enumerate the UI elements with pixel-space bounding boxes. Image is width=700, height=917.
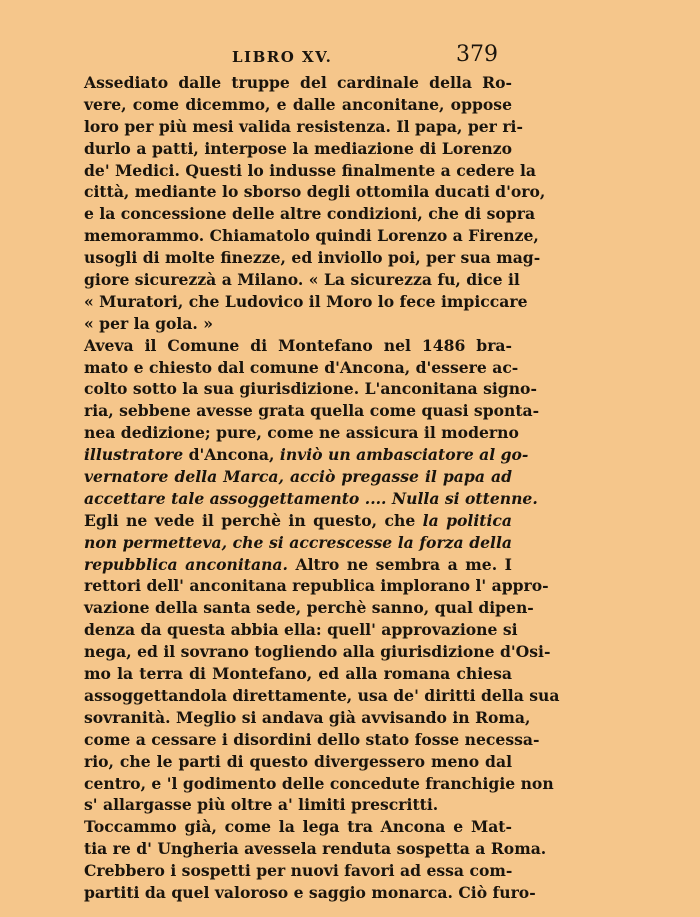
text-line: mato e chiesto dal comune d'Ancona, d'essere ac- xyxy=(84,357,519,377)
page-number: 379 xyxy=(456,42,498,67)
text-line: vazione della santa sede, perchè sanno, qual dipen- xyxy=(84,598,534,618)
text-line: nega, ed il sovrano togliendo alla giurisdizione d'Osi- xyxy=(84,642,551,662)
text-line: usogli di molte finezze, ed inviollo poi, per sua mag- xyxy=(84,248,541,268)
italic-text: vernatore della Marca, acciò pregasse il papa ad xyxy=(84,467,512,487)
roman-text: Egli ne vede il perchè in questo, che xyxy=(84,510,423,530)
italic-text: illustratore xyxy=(84,445,184,465)
text-line: giore sicurezzà a Milano. « La sicurezza fu, dice il xyxy=(84,270,520,290)
text-line: rettori dell' anconitana republica implorano l' appro- xyxy=(84,576,549,596)
text-line: Aveva il Comune di Montefano nel 1486 bra- xyxy=(84,335,512,355)
text-line: centro, e 'l godimento delle concedute franchigie non xyxy=(84,773,554,793)
text-line: loro per più mesi valida resistenza. Il papa, per ri- xyxy=(84,116,523,136)
text-line: vere, come dicemmo, e dalle anconitane, oppose xyxy=(84,94,512,114)
text-line: partiti da quel valoroso e saggio monarca. Ciò furo- xyxy=(84,882,536,902)
text-line: de' Medici. Questi lo indusse finalmente a cedere la xyxy=(84,160,537,180)
text-line: sovranità. Meglio si andava già avvisando in Roma, xyxy=(84,707,531,727)
text-line: s' allargasse più oltre a' limiti prescritti. xyxy=(84,795,439,815)
text-line: nea dedizione; pure, come ne assicura il moderno xyxy=(84,423,519,443)
text-line: Crebbero i sospetti per nuovi favori ad essa com- xyxy=(84,861,513,881)
body-text xyxy=(84,72,560,904)
text-line xyxy=(84,554,512,576)
italic-text: la politica xyxy=(422,510,512,530)
text-line: ria, sebbene avesse grata quella come quasi sponta- xyxy=(84,401,540,421)
roman-text: d'Ancona, xyxy=(183,445,280,465)
text-line: come a cessare i disordini dello stato fosse necessa- xyxy=(84,729,540,749)
text-line: « per la gola. » xyxy=(84,313,214,333)
italic-text: inviò un ambasciatore al go- xyxy=(279,445,529,465)
text-line xyxy=(84,532,512,554)
text-line: città, mediante lo sborso degli ottomila ducati d'oro, xyxy=(84,182,546,202)
roman-text: Altro ne sembra a me. I xyxy=(287,554,512,574)
text-line xyxy=(84,488,538,510)
running-head: LIBRO XV. xyxy=(232,48,333,66)
italic-text: accettare tale assoggettamento .... Nulla si ottenne. xyxy=(84,488,538,508)
text-line: Assediato dalle truppe del cardinale della Ro- xyxy=(84,73,512,92)
text-line: e la concessione delle altre condizioni, che di sopra xyxy=(84,204,536,224)
text-line: rio, che le parti di questo divergessero meno dal xyxy=(84,751,512,771)
text-line: mo la terra di Montefano, ed alla romana chiesa xyxy=(84,664,512,684)
text-line: memorammo. Chiamatolo quindi Lorenzo a Firenze, xyxy=(84,226,539,246)
italic-text: repubblica anconitana. xyxy=(84,554,288,574)
text-line: durlo a patti, interpose la mediazione di Lorenzo xyxy=(84,138,512,158)
text-line: « Muratori, che Ludovico il Moro lo fece impiccare xyxy=(84,291,528,311)
text-line xyxy=(84,510,512,532)
text-line: denza da questa abbia ella: quell' approvazione si xyxy=(84,620,518,640)
text-line xyxy=(84,466,512,488)
italic-text: non permetteva, che si accrescesse la forza della xyxy=(84,532,512,552)
page-header xyxy=(0,42,700,72)
text-line: assoggettandola direttamente, usa de' diritti della sua xyxy=(84,685,560,705)
text-line xyxy=(84,444,529,466)
text-line: Toccammo già, come la lega tra Ancona e Mat- xyxy=(84,817,512,837)
text-line: colto sotto la sua giurisdizione. L'anconitana signo- xyxy=(84,379,537,399)
text-line: tia re d' Ungheria avessela renduta sospetta a Roma. xyxy=(84,839,547,859)
